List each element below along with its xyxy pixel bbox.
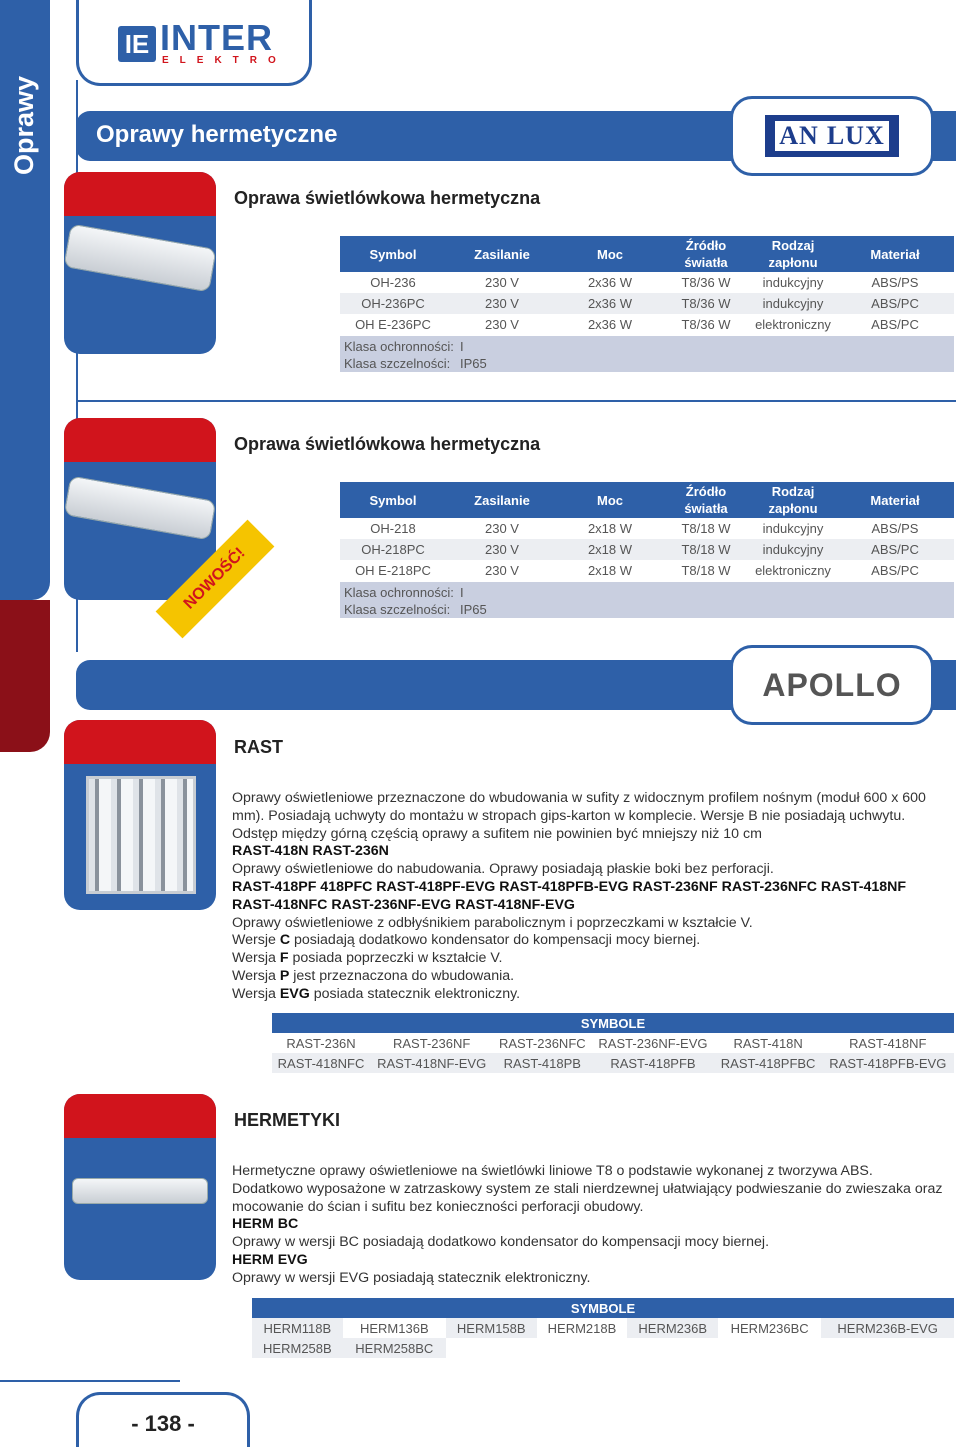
symbol-cell: HERM236BC bbox=[730, 1320, 809, 1336]
symbol-cell: HERM118B bbox=[252, 1318, 343, 1338]
variant-note: Wersje C posiadają dodatkowo kondensator do kompensacji mocy biernej. bbox=[232, 932, 701, 949]
column-header: Symbol bbox=[340, 482, 446, 518]
variant-heading: RAST-418PF 418PFC RAST-418PF-EVG RAST-418PFB-EVG RAST-236NF RAST-236NFC RAST-418NF RAST-418NFC RAST-236NF-EVG RAST-418NF-EVG bbox=[232, 878, 907, 913]
column-header: Materiał bbox=[836, 482, 954, 518]
symbol-cell: RAST-236NF-EVG bbox=[598, 1035, 708, 1051]
cell: 2x18 W bbox=[587, 563, 633, 578]
paragraph: Oprawy w wersji BC posiadają dodatkowo kondensator do kompensacji mocy biernej. bbox=[232, 1234, 770, 1251]
class-value: I bbox=[460, 585, 464, 600]
section-divider bbox=[76, 400, 956, 402]
table-row bbox=[272, 1053, 954, 1073]
cell: elektroniczny bbox=[755, 317, 831, 332]
side-label: Oprawy bbox=[9, 75, 40, 175]
table-row bbox=[252, 1338, 954, 1358]
symbol-cell: RAST-418PB bbox=[493, 1053, 591, 1073]
table-row bbox=[340, 539, 954, 560]
logo-sub: ELEKTRO bbox=[162, 55, 287, 66]
table-row bbox=[340, 518, 954, 539]
cell: T8/18 W bbox=[681, 563, 731, 578]
variant-heading: HERM BC bbox=[232, 1216, 299, 1233]
column-header: Źródło światła bbox=[662, 236, 750, 272]
class-value: IP65 bbox=[460, 602, 487, 617]
table-row bbox=[340, 293, 954, 314]
cell: elektroniczny bbox=[755, 563, 831, 578]
cell: 230 V bbox=[485, 275, 519, 290]
cell: 2x36 W bbox=[587, 317, 633, 332]
product-photo-rast bbox=[64, 720, 216, 910]
anlux-logo-b: LUX bbox=[823, 121, 889, 151]
cell: ABS/PC bbox=[836, 293, 954, 314]
section-title: Oprawa świetlówkowa hermetyczna bbox=[234, 188, 541, 208]
symbol-cell: RAST-236NF bbox=[393, 1035, 471, 1051]
symbol-cell: RAST-236NFC bbox=[498, 1035, 586, 1051]
symbol-cell: RAST-418PFB-EVG bbox=[822, 1053, 954, 1073]
cell: indukcyjny bbox=[762, 275, 824, 290]
product-photo-oh236 bbox=[64, 172, 216, 354]
cell: 2x36 W bbox=[587, 275, 633, 290]
symbol-cell: HERM218B bbox=[547, 1320, 617, 1336]
cell: indukcyjny bbox=[750, 293, 836, 314]
column-header: Symbol bbox=[340, 236, 446, 272]
cell: ABS/PC bbox=[871, 317, 919, 332]
column-header: Rodzaj zapłonu bbox=[750, 236, 836, 272]
variant-heading: HERM EVG bbox=[232, 1251, 308, 1268]
variant-note: Wersja F posiada poprzeczki w kształcie V. bbox=[232, 950, 503, 967]
cell: 2x36 W bbox=[558, 293, 662, 314]
symbol-cell: RAST-418N bbox=[733, 1035, 803, 1051]
symbol-cell: RAST-418PFB bbox=[591, 1053, 714, 1073]
section-title: Oprawa świetlówkowa hermetyczna bbox=[234, 434, 541, 454]
column-header: Moc bbox=[558, 482, 662, 518]
symbols-header: SYMBOLE bbox=[272, 1013, 954, 1033]
cell: OH E-218PC bbox=[355, 563, 431, 578]
cell: OH-236 bbox=[370, 275, 416, 290]
cell: 230 V bbox=[485, 317, 519, 332]
symbols-header: SYMBOLE bbox=[252, 1298, 954, 1318]
table-row bbox=[340, 560, 954, 581]
paragraph: Oprawy w wersji EVG posiadają statecznik elektroniczny. bbox=[232, 1269, 591, 1286]
variant-heading: RAST-418N RAST-236N bbox=[232, 843, 389, 860]
anlux-logo-a: AN bbox=[775, 121, 823, 151]
cell: T8/18 W bbox=[681, 521, 731, 536]
table-header-row bbox=[340, 482, 954, 518]
table-row bbox=[340, 272, 954, 293]
class-info bbox=[340, 582, 954, 618]
product-photo-herm bbox=[64, 1094, 216, 1280]
paragraph: Oprawy oświetleniowe do nabudowania. Oprawy posiadają płaskie boki bez perforacji. bbox=[232, 861, 774, 878]
symbol-cell: RAST-418PFBC bbox=[715, 1053, 822, 1073]
symbol-cell: HERM158B bbox=[446, 1318, 537, 1338]
symbol-cell: RAST-418NF bbox=[849, 1035, 927, 1051]
column-header: Zasilanie bbox=[446, 236, 558, 272]
cell: 230 V bbox=[446, 539, 558, 560]
symbols-table bbox=[272, 1013, 954, 1073]
cell: T8/36 W bbox=[662, 293, 750, 314]
herm-description bbox=[232, 1163, 944, 1288]
new-badge: NOWOŚĆ! bbox=[156, 520, 275, 639]
symbols-table bbox=[252, 1298, 954, 1358]
table-row bbox=[272, 1033, 954, 1053]
cell: indukcyjny bbox=[762, 521, 824, 536]
class-value: I bbox=[460, 339, 464, 354]
class-label: Klasa szczelności: bbox=[344, 602, 451, 617]
logo-word: INTER bbox=[160, 17, 273, 58]
paragraph: Oprawy oświetleniowe z odbłyśnikiem parabolicznym i poprzeczkami w kształcie V. bbox=[232, 914, 753, 931]
symbol-cell: RAST-418NFC bbox=[272, 1053, 370, 1073]
cell: ABS/PC bbox=[871, 563, 919, 578]
section-title: RAST bbox=[234, 737, 283, 757]
page-title: Oprawy hermetyczne bbox=[96, 121, 338, 148]
cell: 230 V bbox=[446, 293, 558, 314]
cell: 230 V bbox=[485, 563, 519, 578]
rast-description bbox=[232, 790, 944, 1004]
symbol-cell: RAST-236N bbox=[286, 1035, 356, 1051]
symbol-cell: HERM258BC bbox=[343, 1338, 446, 1358]
cell: T8/18 W bbox=[662, 539, 750, 560]
cell: indukcyjny bbox=[750, 539, 836, 560]
cell: ABS/PS bbox=[871, 521, 919, 536]
symbol-cell: HERM236B bbox=[627, 1318, 718, 1338]
apollo-logo-text: APOLLO bbox=[762, 666, 902, 703]
column-header: Moc bbox=[558, 236, 662, 272]
class-label: Klasa ochronności: bbox=[344, 585, 454, 600]
apollo-logo bbox=[730, 645, 934, 725]
variant-note: Wersja EVG posiada statecznik elektroniczny. bbox=[232, 985, 521, 1002]
page-number: - 138 - bbox=[76, 1392, 250, 1447]
table-row bbox=[340, 314, 954, 335]
column-header: Źródło światła bbox=[662, 482, 750, 518]
table-row bbox=[252, 1318, 954, 1338]
class-value: IP65 bbox=[460, 356, 487, 371]
cell: OH-218 bbox=[370, 521, 416, 536]
table-header-row bbox=[340, 236, 954, 272]
class-label: Klasa ochronności: bbox=[344, 339, 454, 354]
symbol-cell: HERM258B bbox=[252, 1338, 343, 1358]
cell: ABS/PC bbox=[836, 539, 954, 560]
paragraph: Oprawy oświetleniowe przeznaczone do wbudowania w sufity z widocznym profilem nośnym (moduł 600 x 600 mm). Posiadają uchwyty do montażu w stropach gips-karton w komplecie. Wersje B nie posiadają uchwytu. Odstęp między górną częścią oprawy a sufitem nie powinien być mniejszy niż 10 cm bbox=[232, 790, 926, 842]
column-header: Rodzaj zapłonu bbox=[750, 482, 836, 518]
column-header: Zasilanie bbox=[446, 482, 558, 518]
cell: 2x18 W bbox=[587, 521, 633, 536]
rast-grid-image bbox=[86, 776, 196, 894]
cell: OH-218PC bbox=[340, 539, 446, 560]
section-title: HERMETYKI bbox=[234, 1110, 341, 1130]
spec-table bbox=[340, 482, 954, 581]
side-band-red bbox=[0, 600, 50, 752]
column-header: Materiał bbox=[836, 236, 954, 272]
logo-mark: IE bbox=[118, 26, 156, 62]
anlux-logo bbox=[730, 96, 934, 176]
spec-table bbox=[340, 236, 954, 335]
cell: T8/36 W bbox=[681, 317, 731, 332]
paragraph: Hermetyczne oprawy oświetleniowe na świetlówki liniowe T8 o podstawie wykonanej z tworzywa ABS. Dodatkowo wyposażone w zatrzaskowy system ze stali nierdzewnej ułatwiający podwieszanie do zwieszaka oraz mocowanie do ścian i sufitu bez konieczności perforacji obudowy. bbox=[232, 1163, 943, 1215]
class-info bbox=[340, 336, 954, 372]
cell: T8/36 W bbox=[681, 275, 731, 290]
cell: 2x18 W bbox=[558, 539, 662, 560]
symbol-cell: RAST-418NF-EVG bbox=[370, 1053, 493, 1073]
cell: 230 V bbox=[485, 521, 519, 536]
cell: OH-236PC bbox=[340, 293, 446, 314]
symbol-cell: HERM136B bbox=[359, 1320, 429, 1336]
cell: ABS/PS bbox=[871, 275, 919, 290]
variant-note: Wersja P jest przeznaczona do wbudowania. bbox=[232, 967, 515, 984]
section-divider bbox=[0, 1380, 180, 1382]
class-label: Klasa szczelności: bbox=[344, 356, 451, 371]
symbol-cell: HERM236B-EVG bbox=[821, 1318, 954, 1338]
cell: OH E-236PC bbox=[355, 317, 431, 332]
